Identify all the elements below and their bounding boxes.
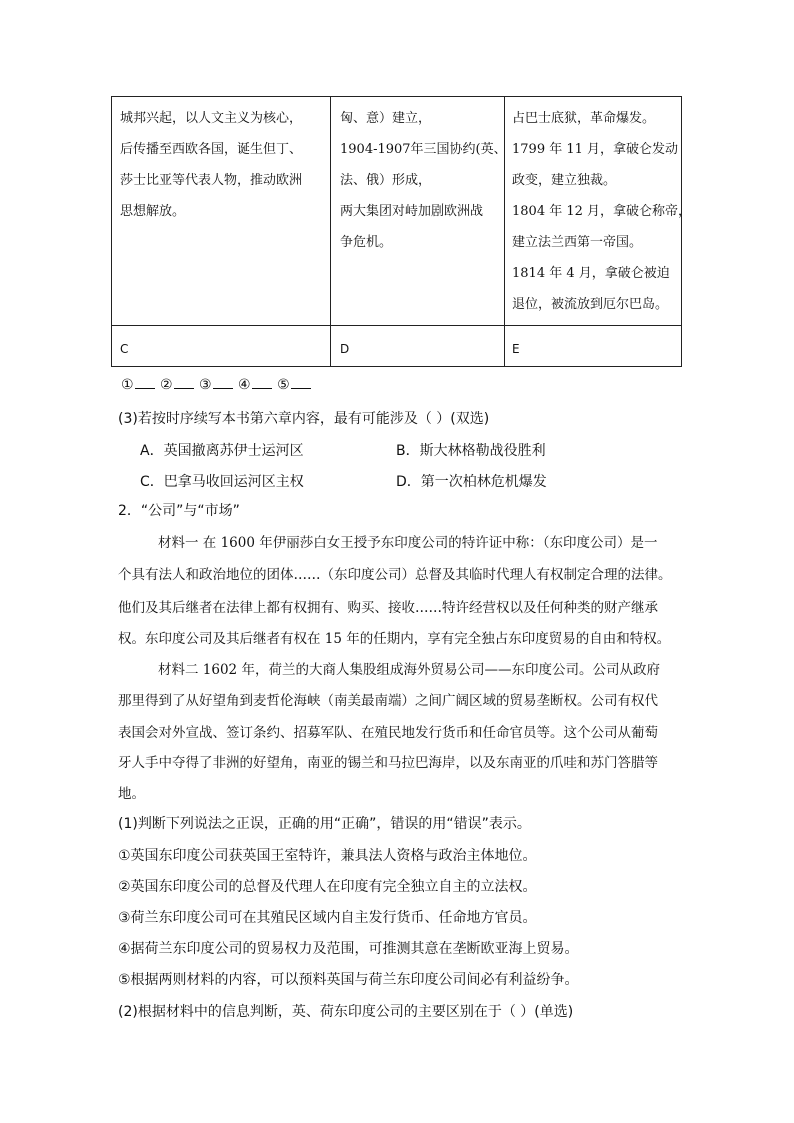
option-a: A．英国撤离苏伊士运河区 (140, 443, 304, 459)
blank-line[interactable] (291, 374, 311, 389)
option-c: C．巴拿马收回运河区主权 (140, 474, 304, 490)
cell-line: 占巴士底狱，革命爆发。 (512, 111, 656, 126)
cell-line: 莎士比亚等代表人物，推动欧洲 (120, 173, 303, 188)
option-b: B．斯大林格勒战役胜利 (396, 443, 546, 459)
cell-line: 后传播至西欧各国，诞生但丁、 (120, 142, 303, 157)
cell-line: 1904-1907年三国协约(英、 (340, 142, 507, 157)
statement-2: ②英国东印度公司的总督及代理人在印度有完全独立自主的立法权。 (118, 879, 537, 895)
material-2-line: 地。 (118, 786, 145, 802)
cell-line: 城邦兴起，以人文主义为核心， (120, 111, 303, 126)
blank-marker: ② (160, 377, 173, 393)
material-1-line: 权。东印度公司及其后继者有权在 15 年的任期内，享有完全独占东印度贸易的自由和特权。 (118, 631, 671, 647)
cell-line: 两大集团对峙加剧欧洲战 (340, 204, 484, 219)
statement-4: ④据荷兰东印度公司的贸易权力及范围，可推测其意在垄断欧亚海上贸易。 (118, 941, 579, 957)
blank-marker: ① (121, 377, 134, 393)
cell-line: 思想解放。 (120, 204, 186, 219)
sub-question-2-stem: (2)根据材料中的信息判断，英、荷东印度公司的主要区别在于（ ）(单选) (118, 1004, 574, 1020)
material-1-line: 他们及其后继者在法律上都有权拥有、购买、接收……特许经营权以及任何种类的财产继承 (118, 600, 658, 616)
blank-line[interactable] (252, 374, 272, 389)
table-cell-alliances (340, 103, 507, 258)
table-divider (112, 325, 681, 326)
blank-line[interactable] (213, 374, 233, 389)
blank-marker: ③ (199, 377, 212, 393)
blank-line[interactable] (135, 374, 155, 389)
answer-blanks (121, 374, 312, 394)
cell-line: 匈、意）建立， (340, 111, 432, 126)
question-2-title: 2．“公司”与“市场” (118, 503, 240, 519)
blank-line[interactable] (174, 374, 194, 389)
question-3-stem: (3)若按时序续写本书第六章内容，最有可能涉及（ ）(双选) (118, 411, 490, 427)
cell-line: 建立法兰西第一帝国。 (512, 235, 643, 250)
statement-1: ①英国东印度公司获英国王室特许，兼具法人资格与政治主体地位。 (118, 848, 537, 864)
material-1-line: 材料一 在 1600 年伊丽莎白女王授予东印度公司的特许证中称：（东印度公司）是一 (158, 535, 658, 551)
sub-question-1-stem: (1)判断下列说法之正误，正确的用“正确”，错误的用“错误”表示。 (118, 816, 531, 832)
blank-marker: ⑤ (277, 377, 290, 393)
table-cell-renaissance (120, 103, 302, 227)
table-cell-napoleon (512, 103, 691, 320)
material-2-line: 表国会对外宣战、签订条约、招募军队、在殖民地发行货币和任命官员等。这个公司从葡萄 (118, 725, 658, 741)
table-label-c: C (120, 342, 129, 356)
cell-line: 政变，建立独裁。 (512, 173, 617, 188)
option-d: D．第一次柏林危机爆发 (396, 474, 547, 490)
table-label-d: D (340, 342, 350, 356)
statement-5: ⑤根据两则材料的内容，可以预料英国与荷兰东印度公司间必有利益纷争。 (118, 972, 579, 988)
cell-line: 1799 年 11 月，拿破仑发动 (512, 142, 679, 157)
material-2-line: 牙人手中夺得了非洲的好望角，南亚的锡兰和马拉巴海岸，以及东南亚的爪哇和苏门答腊等 (118, 755, 658, 771)
cell-line: 法、俄）形成， (340, 173, 432, 188)
material-1-line: 个具有法人和政治地位的团体……（东印度公司）总督及其临时代理人有权制定合理的法律。 (118, 567, 672, 583)
cell-line: 1814 年 4 月，拿破仑被迫 (512, 266, 670, 281)
cell-line: 争危机。 (340, 235, 393, 250)
statement-3: ③荷兰东印度公司可在其殖民区域内自主发行货币、任命地方官员。 (118, 910, 537, 926)
table-label-e: E (512, 342, 520, 356)
material-2-line: 材料二 1602 年，荷兰的大商人集股组成海外贸易公司——东印度公司。公司从政府 (158, 662, 660, 678)
history-table (111, 96, 692, 367)
material-2-line: 那里得到了从好望角到麦哲伦海峡（南美最南端）之间广阔区域的贸易垄断权。公司有权代 (118, 693, 658, 709)
cell-line: 退位，被流放到厄尔巴岛。 (512, 297, 669, 312)
blank-marker: ④ (238, 377, 251, 393)
cell-line: 1804 年 12 月，拿破仑称帝， (512, 204, 692, 219)
